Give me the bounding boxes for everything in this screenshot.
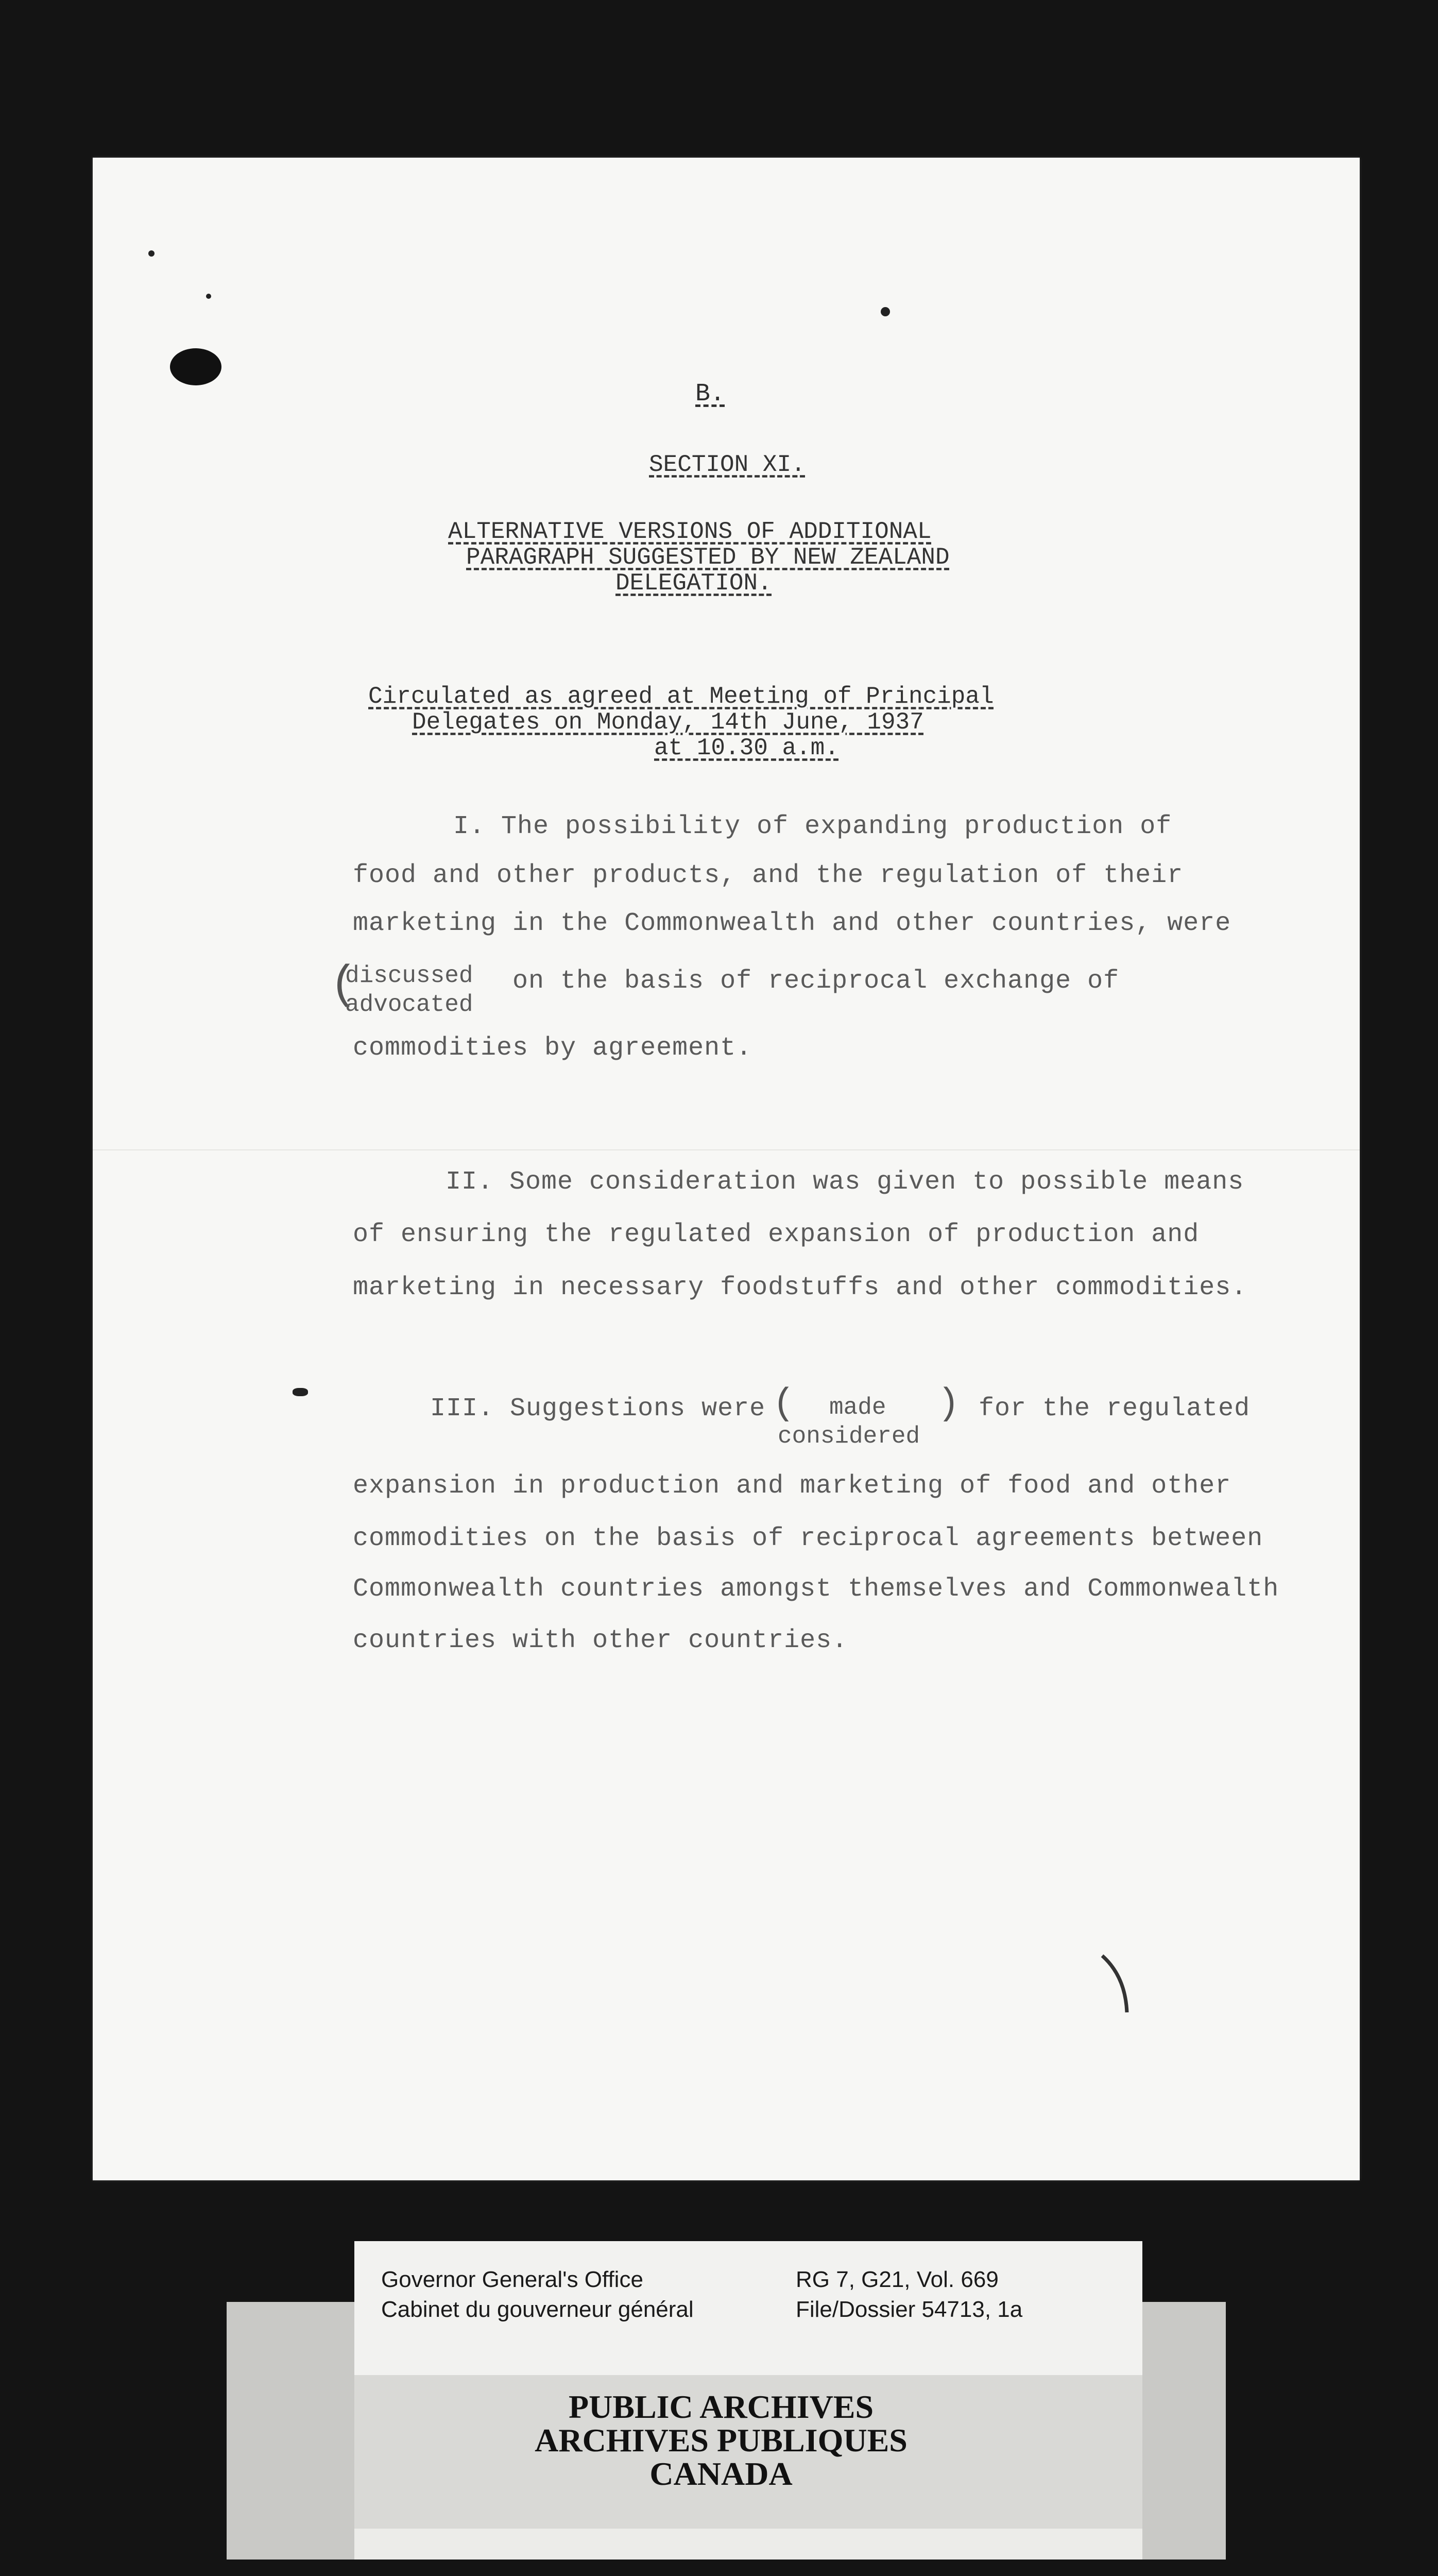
section-heading: SECTION XI. (649, 451, 806, 478)
ink-speck (293, 1388, 308, 1396)
para3-line-5: countries with other countries. (353, 1626, 848, 1655)
ink-speck (206, 294, 211, 299)
para3-line-3: commodities on the basis of reciprocal agreements between (353, 1524, 1263, 1553)
subheading-line-2: PARAGRAPH SUGGESTED BY NEW ZEALAND (466, 544, 950, 571)
ink-speck (881, 307, 890, 316)
para2-line-3: marketing in necessary foodstuffs and other commodities. (353, 1273, 1247, 1302)
para3-line-4: Commonwealth countries amongst themselves and Commonwealth (353, 1574, 1279, 1604)
archive-reference: RG 7, G21, Vol. 669 (796, 2267, 999, 2292)
archive-stamp-line-3: CANADA (649, 2455, 793, 2492)
subheading-line-1: ALTERNATIVE VERSIONS OF ADDITIONAL (448, 518, 932, 545)
document-page (93, 158, 1360, 2180)
para3-option-a: made (829, 1394, 886, 1421)
para1-option-a: discussed (345, 962, 473, 989)
subheading-line-3: DELEGATION. (615, 570, 772, 597)
para3-lead: III. Suggestions were (430, 1394, 766, 1423)
para3-line-2: expansion in production and marketing of food and other (353, 1471, 1231, 1501)
para2-line-1: II. Some consideration was given to possible means (446, 1167, 1244, 1197)
para1-line-3: marketing in the Commonwealth and other countries, were (353, 909, 1231, 938)
archive-stamp-line-1: PUBLIC ARCHIVES (568, 2388, 874, 2425)
ink-blot (170, 348, 221, 385)
circulated-line-1: Circulated as agreed at Meeting of Principal (368, 683, 994, 710)
para1-line-5: commodities by agreement. (353, 1033, 752, 1063)
page-fold-line (93, 1149, 1360, 1150)
archive-file-number: File/Dossier 54713, 1a (796, 2297, 1023, 2322)
para3-after: for the regulated (979, 1394, 1251, 1423)
archive-office-fr: Cabinet du gouverneur général (381, 2297, 694, 2322)
pencil-mark (1097, 1951, 1138, 2023)
para3-close-bracket: ) (937, 1383, 960, 1425)
archive-office-en: Governor General's Office (381, 2267, 643, 2292)
circulated-line-3: at 10.30 a.m. (654, 735, 839, 761)
para2-line-2: of ensuring the regulated expansion of production and (353, 1220, 1200, 1249)
para1-line-2: food and other products, and the regulation of their (353, 861, 1184, 890)
archive-label-strip (354, 2529, 1142, 2560)
para1-bracket: ( (330, 959, 358, 1012)
para1-line-1: I. The possibility of expanding production of (453, 812, 1172, 841)
para1-line-4: on the basis of reciprocal exchange of (512, 967, 1120, 996)
para3-open-bracket: ( (773, 1383, 795, 1425)
para1-option-b: advocated (345, 991, 473, 1018)
para3-option-b: considered (778, 1423, 920, 1450)
document-mark: B. (695, 380, 725, 408)
archive-stamp-line-2: ARCHIVES PUBLIQUES (535, 2422, 908, 2459)
circulated-line-2: Delegates on Monday, 14th June, 1937 (412, 709, 924, 736)
ink-speck (148, 250, 155, 257)
